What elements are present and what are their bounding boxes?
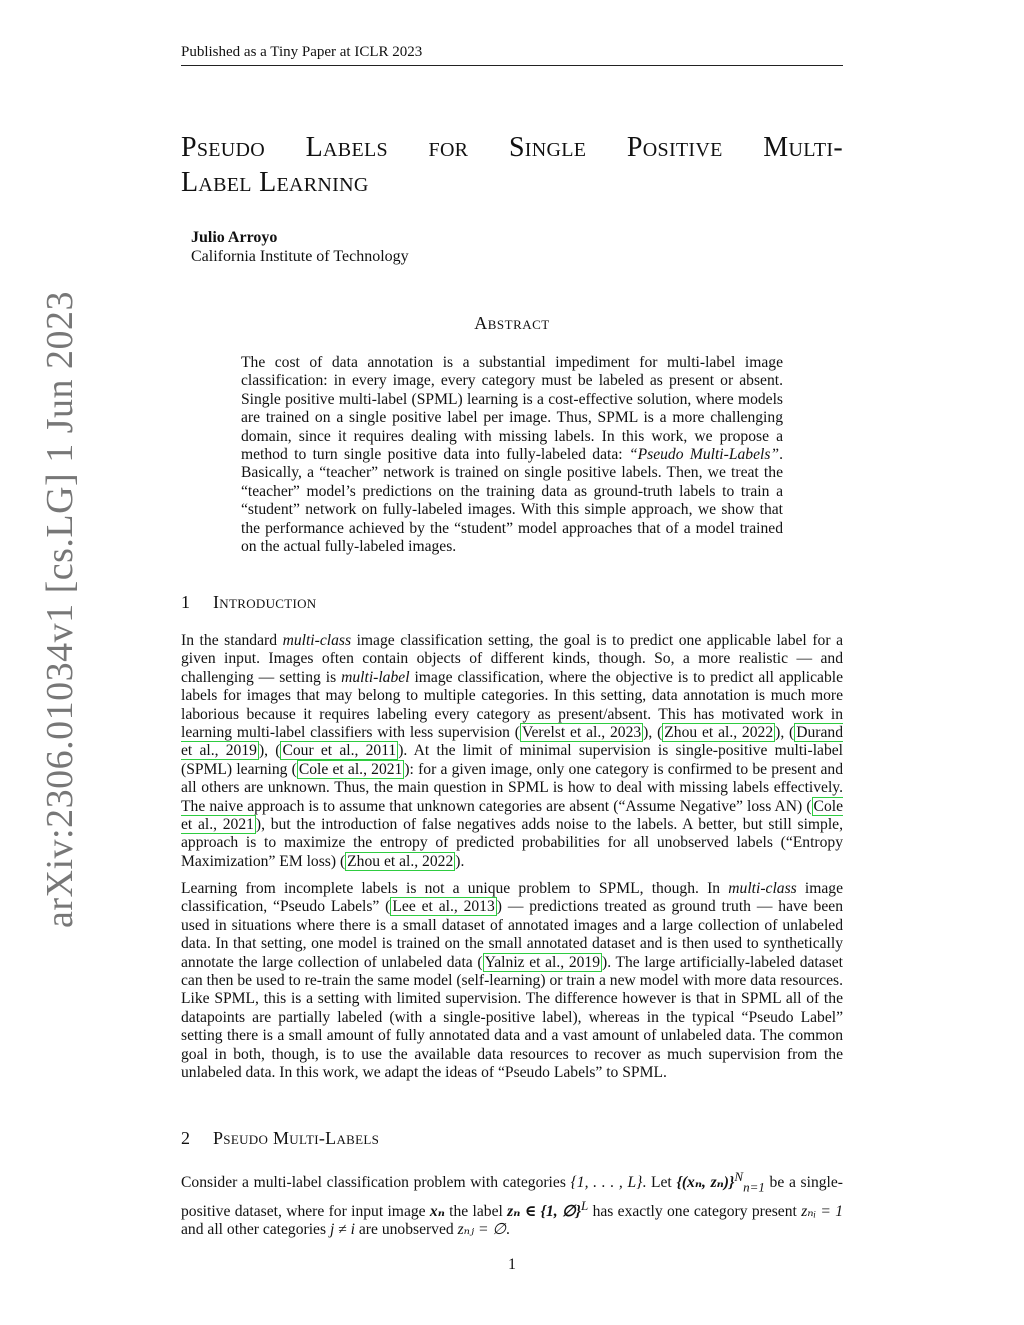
abstract-emphasis: “Pseudo Multi-Labels” <box>628 446 780 464</box>
author-affiliation: California Institute of Technology <box>191 248 409 265</box>
citation-link[interactable]: Lee et al., 2013 <box>392 898 495 916</box>
abstract-text: The cost of data annotation is a substantial impediment for multi-label image classification: in every image, every category must be labeled as present or absent. Single positive multi-label (SPML) learning is a cost-effective solution, where models are trained on a single positive label per image. Thus, SPML is a more challenging domain, since it requires dealing with missing labels. In this work, we propose a method to turn single positive data into fully-labeled data: <box>241 354 783 464</box>
section-title: Pseudo Multi-Labels <box>213 1128 380 1148</box>
abstract-text: . Basically, a “teacher” network is trained on single positive labels. Then, we treat the “teacher” model’s predictions on the training data as ground-truth labels to train a “student” network on fully-labeled images. With this simple approach, we show that the performance achieved by the “student” model approaches that of a model trained on the actual fully-labeled images. <box>241 446 784 556</box>
abstract-body <box>241 354 783 556</box>
citation-link[interactable]: Durand et al., 2019 <box>181 724 844 760</box>
title-word: for <box>428 132 469 163</box>
section-1-heading <box>181 592 316 613</box>
citation-link[interactable]: Cole et al., 2021 <box>181 797 843 834</box>
author-block <box>191 228 409 266</box>
page-number: 1 <box>508 1256 516 1273</box>
title-word: Multi- <box>763 132 843 163</box>
citation-link[interactable]: Zhou et al., 2022 <box>347 852 454 870</box>
intro-paragraph-2: Learning from incomplete labels is not a unique problem to SPML, though. In multi-class image classification, “Pseudo Labels” ( Lee et al., 2013 ) — predictions treated as ground truth — have been used in situations where there is a small dataset of annotated images and a large collection of unlabeled data. In that setting, one model is trained on the small annotated dataset and is then used to synthetically annotate the large collection of unlabeled data ( Yalniz et al., 2019 ). The large artificially-labeled dataset can then be used to re-train the same model (self-learning) or train a new model with more data resources. Like SPML, this is a setting with limited supervision. The difference however is that in SPML all of the datapoints are partially labeled (with a single-positive label), whereas in the typical “Pseudo Label” setting there is a small amount of fully annotated data and a vast amount of unlabeled data. The common goal in both, though, is to use the available data resources to recover as much supervision from the unlabeled data. In this work, we adapt the ideas of “Pseudo Labels” to SPML. <box>181 880 844 1082</box>
citation-link[interactable]: Zhou et al., 2022 <box>664 724 774 742</box>
citation-link[interactable]: Verelst et al., 2023 <box>521 724 642 742</box>
title-word: Labels <box>305 132 388 163</box>
running-header: Published as a Tiny Paper at ICLR 2023 <box>181 44 843 66</box>
section-number: 1 <box>181 592 191 612</box>
citation-link[interactable]: Cole et al., 2021 <box>298 760 403 778</box>
section-title: Introduction <box>213 592 317 612</box>
intro-paragraph-1: In the standard multi-class image classification setting, the goal is to predict one applicable label for a given input. Images often contain objects of different kinds, though. So, a more realistic — and challenging — setting is multi-label image classification, where the objective is to predict all applicable labels for images that may belong to multiple categories. In this setting, data annotation is much more laborious because it requires labeling every category as present/absent. This has motivated work in learning multi-label classifiers with less supervision ( Verelst et al., 2023 ), ( Zhou et al., 2022 ), ( Durand et al., 2019 ), ( Cour et al., 2011 ). At the limit of minimal supervision is single-positive multi-label (SPML) learning ( Cole et al., 2021 ): for a given image, only one category is confirmed to be present and all others are unknown. Thus, the main question in SPML is how to deal with missing labels effectively. The naive approach is to assume that unknown categories are absent (“Assume Negative” loss AN) ( Cole et al., 2021 ), but the introduction of false negatives adds noise to the labels. A better, but still simple, approach is to maximize the entropy of predicted probabilities for all unobserved labels (“Entropy Maximization” EM loss) ( Zhou et al., 2022 ). <box>181 632 844 870</box>
title-word: Pseudo <box>181 132 266 163</box>
arxiv-watermark: arXiv:2306.01034v1 [cs.LG] 1 Jun 2023 <box>39 291 81 928</box>
title-word: Single <box>508 132 587 163</box>
abstract-heading: Abstract <box>474 313 550 333</box>
author-name: Julio Arroyo <box>191 229 278 246</box>
title-line-2: Label Learning <box>181 167 369 198</box>
paper-title <box>181 130 843 200</box>
section-2-heading <box>181 1128 379 1149</box>
section-number: 2 <box>181 1128 191 1148</box>
title-line-1 <box>181 130 843 165</box>
citation-link[interactable]: Cour et al., 2011 <box>282 742 397 760</box>
title-word: Positive <box>626 132 723 163</box>
citation-link[interactable]: Yalniz et al., 2019 <box>484 953 601 971</box>
section-2-paragraph-1: Consider a multi-label classification problem with categories {1, . . . , L}. Let {(xₙ, zₙ)}$^N_{n=1}$ be a single-positive dataset, where for input image xₙ the label zₙ ∈ {1, ∅}$^L$ has exactly one category present zₙᵢ = 1 and all other categories j ≠ i are unobserved zₙⱼ = ∅. <box>181 1169 843 1239</box>
